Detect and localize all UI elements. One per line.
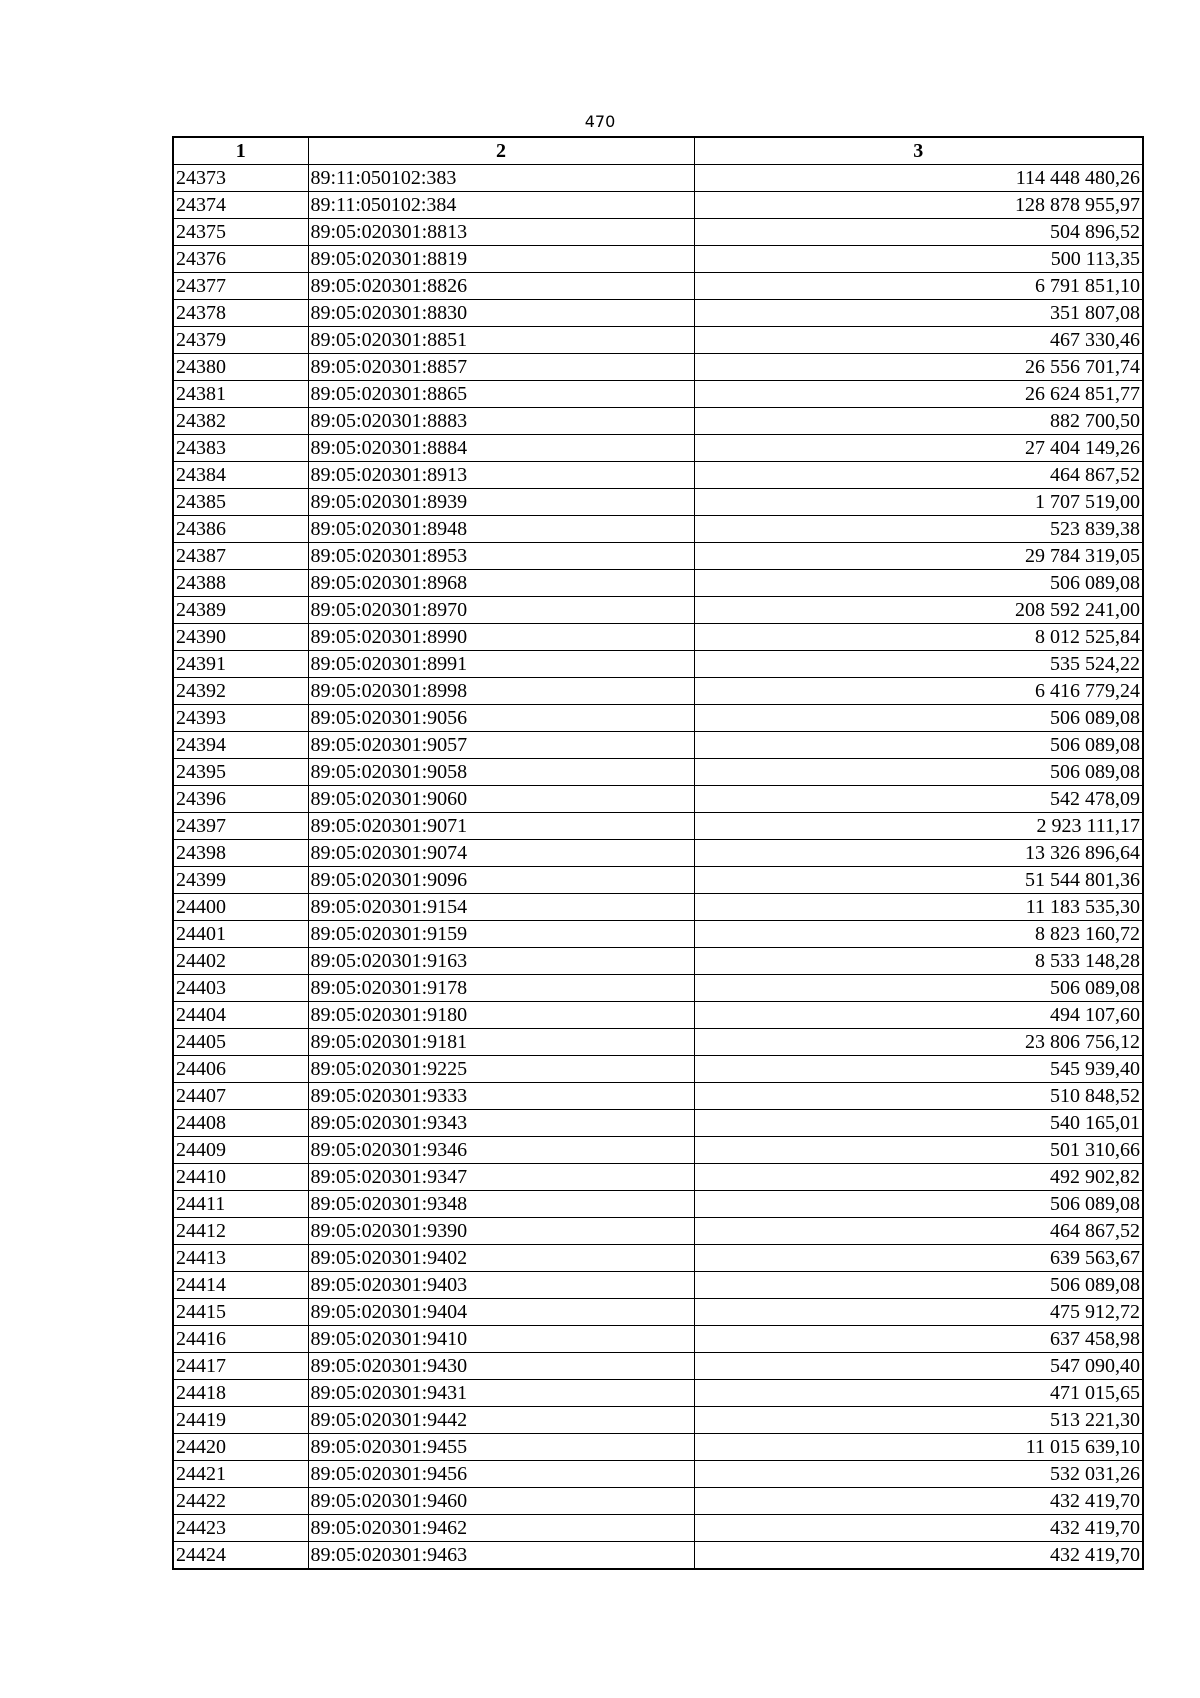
table-row [173,408,1143,435]
cadastral-number-cell: 89:05:020301:8913 [308,462,694,489]
cadastral-number-cell: 89:05:020301:9163 [308,948,694,975]
cadastral-number-cell: 89:05:020301:8884 [308,435,694,462]
value-cell: 11 183 535,30 [694,894,1143,921]
row-number-cell: 24405 [173,1029,308,1056]
value-cell: 639 563,67 [694,1245,1143,1272]
cadastral-number-cell: 89:05:020301:9060 [308,786,694,813]
table-row [173,1110,1143,1137]
value-cell: 475 912,72 [694,1299,1143,1326]
cadastral-number-cell: 89:05:020301:9074 [308,840,694,867]
cadastral-number-cell: 89:05:020301:8968 [308,570,694,597]
row-number-cell: 24373 [173,165,308,192]
table-row [173,678,1143,705]
value-cell: 464 867,52 [694,462,1143,489]
cadastral-number-cell: 89:05:020301:9096 [308,867,694,894]
value-cell: 26 624 851,77 [694,381,1143,408]
cadastral-number-cell: 89:05:020301:8953 [308,543,694,570]
value-cell: 51 544 801,36 [694,867,1143,894]
row-number-cell: 24401 [173,921,308,948]
row-number-cell: 24392 [173,678,308,705]
row-number-cell: 24394 [173,732,308,759]
column-header-1: 1 [173,137,308,165]
value-cell: 432 419,70 [694,1488,1143,1515]
table-row [173,381,1143,408]
cadastral-number-cell: 89:05:020301:8819 [308,246,694,273]
table-row [173,1164,1143,1191]
header-row [173,137,1143,165]
cadastral-number-cell: 89:05:020301:9456 [308,1461,694,1488]
table-row [173,489,1143,516]
value-cell: 545 939,40 [694,1056,1143,1083]
cadastral-number-cell: 89:05:020301:8830 [308,300,694,327]
table-row [173,867,1143,894]
value-cell: 504 896,52 [694,219,1143,246]
table-row [173,759,1143,786]
table-row [173,273,1143,300]
cadastral-number-cell: 89:05:020301:9442 [308,1407,694,1434]
row-number-cell: 24402 [173,948,308,975]
table-row [173,327,1143,354]
row-number-cell: 24422 [173,1488,308,1515]
row-number-cell: 24404 [173,1002,308,1029]
cadastral-number-cell: 89:05:020301:9404 [308,1299,694,1326]
row-number-cell: 24406 [173,1056,308,1083]
value-cell: 26 556 701,74 [694,354,1143,381]
cadastral-number-cell: 89:05:020301:9430 [308,1353,694,1380]
value-cell: 464 867,52 [694,1218,1143,1245]
value-cell: 540 165,01 [694,1110,1143,1137]
value-cell: 501 310,66 [694,1137,1143,1164]
value-cell: 506 089,08 [694,732,1143,759]
cadastral-number-cell: 89:05:020301:8813 [308,219,694,246]
cadastral-number-cell: 89:11:050102:383 [308,165,694,192]
value-cell: 128 878 955,97 [694,192,1143,219]
value-cell: 510 848,52 [694,1083,1143,1110]
value-cell: 492 902,82 [694,1164,1143,1191]
row-number-cell: 24423 [173,1515,308,1542]
cadastral-number-cell: 89:05:020301:9058 [308,759,694,786]
value-cell: 637 458,98 [694,1326,1143,1353]
value-cell: 13 326 896,64 [694,840,1143,867]
row-number-cell: 24390 [173,624,308,651]
cadastral-number-cell: 89:05:020301:9347 [308,1164,694,1191]
value-cell: 432 419,70 [694,1515,1143,1542]
table-row [173,1137,1143,1164]
table-row [173,1083,1143,1110]
table-row [173,1299,1143,1326]
row-number-cell: 24391 [173,651,308,678]
cadastral-number-cell: 89:05:020301:8857 [308,354,694,381]
table-row [173,1029,1143,1056]
value-cell: 29 784 319,05 [694,543,1143,570]
table-row [173,651,1143,678]
table-header [173,137,1143,165]
value-cell: 494 107,60 [694,1002,1143,1029]
table-row [173,840,1143,867]
value-cell: 351 807,08 [694,300,1143,327]
row-number-cell: 24416 [173,1326,308,1353]
table-row [173,1542,1143,1570]
value-cell: 513 221,30 [694,1407,1143,1434]
row-number-cell: 24407 [173,1083,308,1110]
table-row [173,516,1143,543]
cadastral-number-cell: 89:05:020301:8883 [308,408,694,435]
table-row [173,1326,1143,1353]
table-row [173,624,1143,651]
cadastral-number-cell: 89:05:020301:9057 [308,732,694,759]
cadastral-number-cell: 89:05:020301:9403 [308,1272,694,1299]
cadastral-number-cell: 89:05:020301:9462 [308,1515,694,1542]
value-cell: 6 416 779,24 [694,678,1143,705]
table-row [173,1380,1143,1407]
value-cell: 8 533 148,28 [694,948,1143,975]
row-number-cell: 24420 [173,1434,308,1461]
row-number-cell: 24414 [173,1272,308,1299]
value-cell: 506 089,08 [694,1191,1143,1218]
row-number-cell: 24375 [173,219,308,246]
value-cell: 1 707 519,00 [694,489,1143,516]
cadastral-number-cell: 89:05:020301:8826 [308,273,694,300]
cadastral-number-cell: 89:05:020301:8998 [308,678,694,705]
row-number-cell: 24398 [173,840,308,867]
table-row [173,300,1143,327]
table-row [173,246,1143,273]
row-number-cell: 24399 [173,867,308,894]
row-number-cell: 24378 [173,300,308,327]
value-cell: 27 404 149,26 [694,435,1143,462]
table-row [173,1515,1143,1542]
value-cell: 506 089,08 [694,975,1143,1002]
table-row [173,948,1143,975]
table-row [173,1461,1143,1488]
row-number-cell: 24389 [173,597,308,624]
cadastral-number-cell: 89:05:020301:9071 [308,813,694,840]
table-row [173,219,1143,246]
value-cell: 523 839,38 [694,516,1143,543]
row-number-cell: 24387 [173,543,308,570]
row-number-cell: 24418 [173,1380,308,1407]
row-number-cell: 24374 [173,192,308,219]
value-cell: 506 089,08 [694,570,1143,597]
table-row [173,732,1143,759]
value-cell: 2 923 111,17 [694,813,1143,840]
row-number-cell: 24397 [173,813,308,840]
column-header-3: 3 [694,137,1143,165]
cadastral-number-cell: 89:05:020301:9159 [308,921,694,948]
cadastral-number-cell: 89:05:020301:9402 [308,1245,694,1272]
cadastral-number-cell: 89:05:020301:9154 [308,894,694,921]
table-row [173,813,1143,840]
cadastral-number-cell: 89:05:020301:9056 [308,705,694,732]
row-number-cell: 24386 [173,516,308,543]
table-row [173,921,1143,948]
table-row [173,597,1143,624]
cadastral-number-cell: 89:05:020301:9346 [308,1137,694,1164]
value-cell: 535 524,22 [694,651,1143,678]
table-row [173,1218,1143,1245]
value-cell: 547 090,40 [694,1353,1143,1380]
row-number-cell: 24412 [173,1218,308,1245]
cadastral-number-cell: 89:11:050102:384 [308,192,694,219]
value-cell: 432 419,70 [694,1542,1143,1570]
value-cell: 532 031,26 [694,1461,1143,1488]
cadastral-number-cell: 89:05:020301:8970 [308,597,694,624]
cadastral-number-cell: 89:05:020301:8851 [308,327,694,354]
table-row [173,165,1143,192]
table-body [173,165,1143,1570]
cadastral-number-cell: 89:05:020301:9343 [308,1110,694,1137]
page-number: 470 [584,112,616,131]
value-cell: 467 330,46 [694,327,1143,354]
table-row [173,1434,1143,1461]
table-row [173,1056,1143,1083]
value-cell: 114 448 480,26 [694,165,1143,192]
cadastral-number-cell: 89:05:020301:8991 [308,651,694,678]
row-number-cell: 24396 [173,786,308,813]
cadastral-number-cell: 89:05:020301:9333 [308,1083,694,1110]
row-number-cell: 24403 [173,975,308,1002]
cadastral-number-cell: 89:05:020301:9178 [308,975,694,1002]
row-number-cell: 24415 [173,1299,308,1326]
value-cell: 500 113,35 [694,246,1143,273]
value-cell: 8 823 160,72 [694,921,1143,948]
row-number-cell: 24408 [173,1110,308,1137]
value-cell: 542 478,09 [694,786,1143,813]
row-number-cell: 24395 [173,759,308,786]
row-number-cell: 24381 [173,381,308,408]
cadastral-number-cell: 89:05:020301:9431 [308,1380,694,1407]
column-header-2: 2 [308,137,694,165]
table-row [173,543,1143,570]
cadastral-number-cell: 89:05:020301:8865 [308,381,694,408]
value-cell: 23 806 756,12 [694,1029,1143,1056]
cadastral-number-cell: 89:05:020301:8948 [308,516,694,543]
row-number-cell: 24384 [173,462,308,489]
table-row [173,1353,1143,1380]
cadastral-number-cell: 89:05:020301:9390 [308,1218,694,1245]
row-number-cell: 24410 [173,1164,308,1191]
row-number-cell: 24424 [173,1542,308,1570]
cadastral-number-cell: 89:05:020301:9348 [308,1191,694,1218]
cadastral-number-cell: 89:05:020301:9460 [308,1488,694,1515]
cadastral-number-cell: 89:05:020301:9463 [308,1542,694,1570]
table-row [173,462,1143,489]
row-number-cell: 24393 [173,705,308,732]
row-number-cell: 24379 [173,327,308,354]
table-row [173,975,1143,1002]
table-row [173,1002,1143,1029]
value-cell: 471 015,65 [694,1380,1143,1407]
table-row [173,1191,1143,1218]
value-cell: 11 015 639,10 [694,1434,1143,1461]
row-number-cell: 24400 [173,894,308,921]
value-cell: 506 089,08 [694,759,1143,786]
cadastral-number-cell: 89:05:020301:9181 [308,1029,694,1056]
table-row [173,786,1143,813]
value-cell: 6 791 851,10 [694,273,1143,300]
cadastral-number-cell: 89:05:020301:9180 [308,1002,694,1029]
row-number-cell: 24413 [173,1245,308,1272]
table-row [173,1272,1143,1299]
row-number-cell: 24417 [173,1353,308,1380]
cadastral-number-cell: 89:05:020301:8939 [308,489,694,516]
cadastral-number-cell: 89:05:020301:9410 [308,1326,694,1353]
value-cell: 882 700,50 [694,408,1143,435]
table-row [173,705,1143,732]
table-row [173,1245,1143,1272]
table-row [173,894,1143,921]
row-number-cell: 24385 [173,489,308,516]
row-number-cell: 24383 [173,435,308,462]
table-row [173,354,1143,381]
row-number-cell: 24411 [173,1191,308,1218]
registry-table [172,136,1144,1570]
value-cell: 506 089,08 [694,705,1143,732]
cadastral-number-cell: 89:05:020301:8990 [308,624,694,651]
row-number-cell: 24419 [173,1407,308,1434]
value-cell: 8 012 525,84 [694,624,1143,651]
row-number-cell: 24382 [173,408,308,435]
table-row [173,435,1143,462]
table-row [173,192,1143,219]
row-number-cell: 24409 [173,1137,308,1164]
table-row [173,570,1143,597]
value-cell: 208 592 241,00 [694,597,1143,624]
row-number-cell: 24388 [173,570,308,597]
value-cell: 506 089,08 [694,1272,1143,1299]
row-number-cell: 24377 [173,273,308,300]
row-number-cell: 24421 [173,1461,308,1488]
table-row [173,1407,1143,1434]
row-number-cell: 24376 [173,246,308,273]
table-row [173,1488,1143,1515]
cadastral-number-cell: 89:05:020301:9225 [308,1056,694,1083]
row-number-cell: 24380 [173,354,308,381]
cadastral-number-cell: 89:05:020301:9455 [308,1434,694,1461]
